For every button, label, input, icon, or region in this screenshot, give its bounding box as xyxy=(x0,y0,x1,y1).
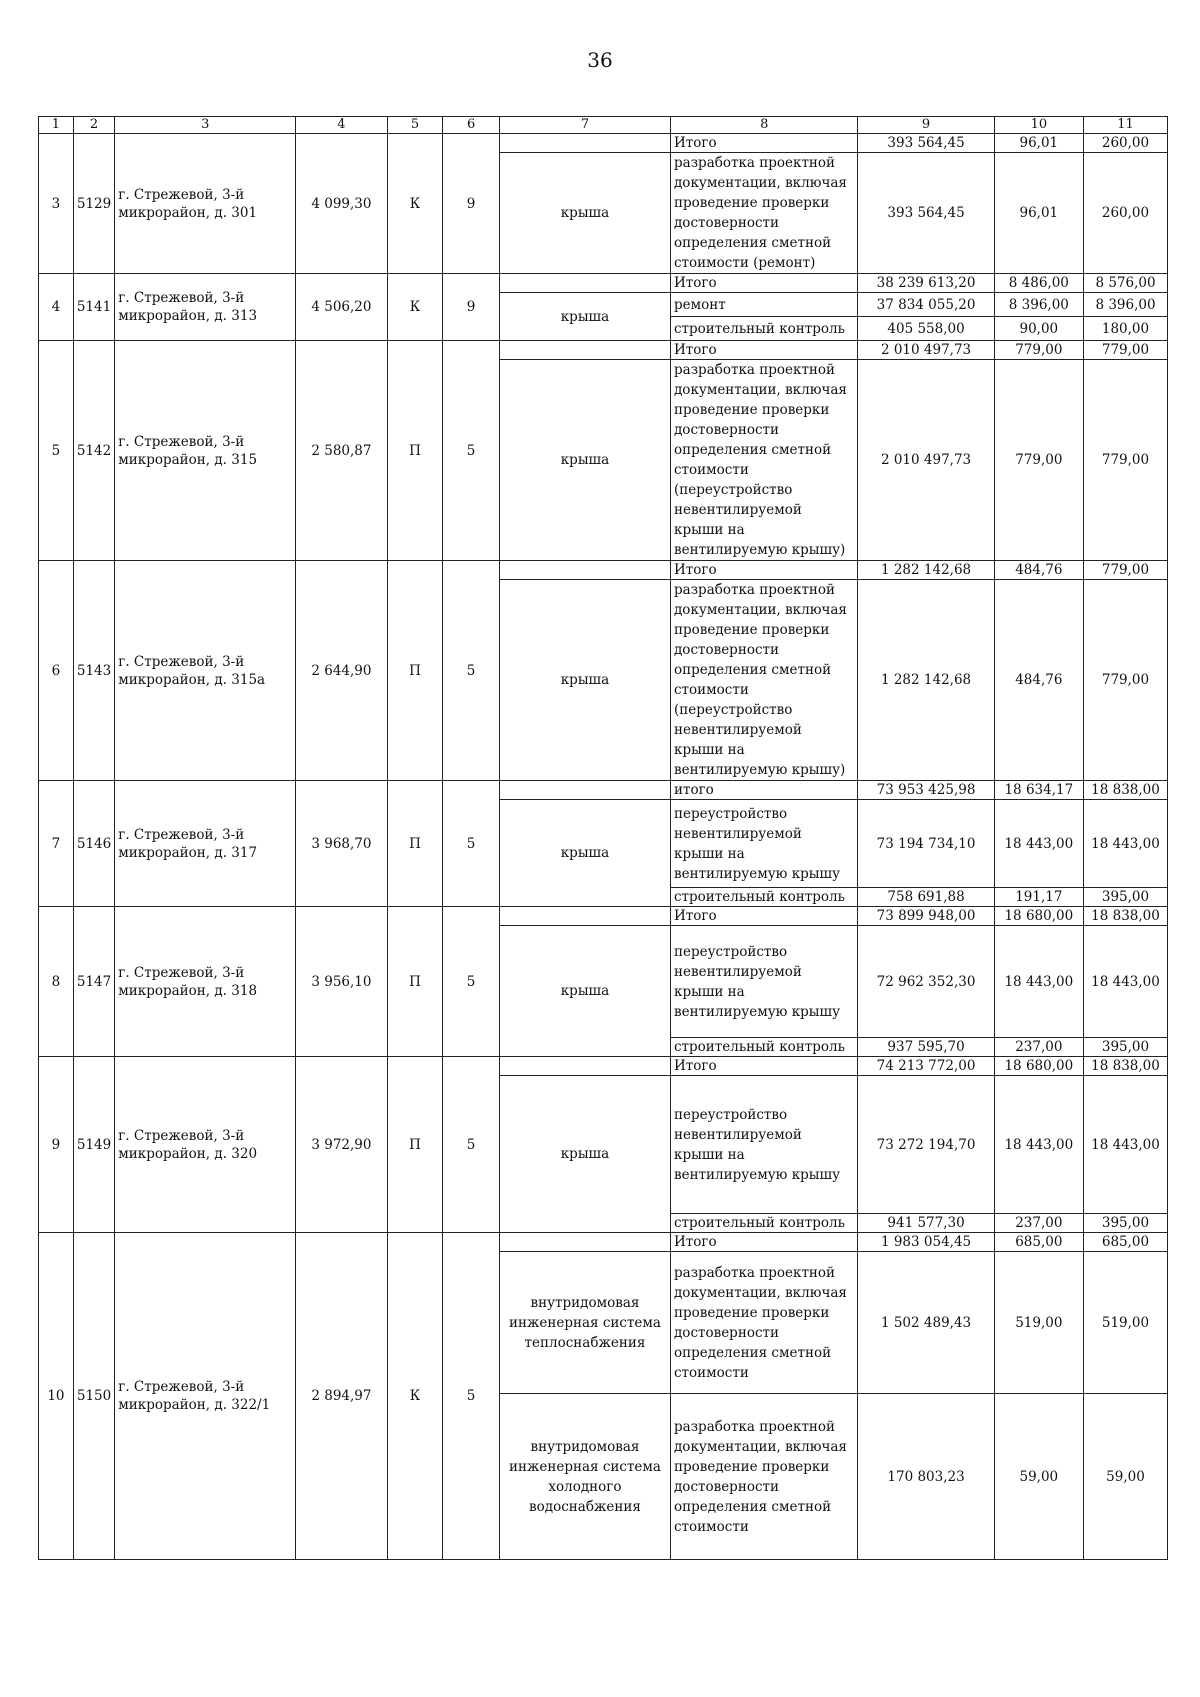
row-number: 7 xyxy=(39,781,74,907)
building-area: 3 956,10 xyxy=(296,907,388,1057)
system-cell-empty xyxy=(499,907,670,926)
total-unit-cost: 779,00 xyxy=(994,341,1083,360)
work-limit-cost: 260,00 xyxy=(1084,153,1168,274)
column-number: 10 xyxy=(994,117,1083,134)
work-description: ремонт xyxy=(671,293,858,317)
total-cost: 73 953 425,98 xyxy=(858,781,994,800)
building-address: г. Стрежевой, 3-й микрорайон, д. 313 xyxy=(115,274,296,341)
building-type: П xyxy=(387,1057,443,1233)
work-description: строительный контроль xyxy=(671,1214,858,1233)
column-number: 2 xyxy=(73,117,114,134)
building-code: 5146 xyxy=(73,781,114,907)
total-label: Итого xyxy=(671,561,858,580)
work-limit-cost: 180,00 xyxy=(1084,317,1168,341)
building-floors: 5 xyxy=(443,341,500,561)
building-floors: 9 xyxy=(443,274,500,341)
work-description: строительный контроль xyxy=(671,888,858,907)
system-name: крыша xyxy=(499,293,670,341)
total-unit-cost: 685,00 xyxy=(994,1233,1083,1252)
work-description: разработка проектной документации, включая проведение проверки достоверности определения сметной стоимости xyxy=(671,1394,858,1560)
total-unit-cost: 18 680,00 xyxy=(994,907,1083,926)
row-number: 9 xyxy=(39,1057,74,1233)
building-floors: 5 xyxy=(443,907,500,1057)
building-area: 2 894,97 xyxy=(296,1233,388,1560)
building-area: 3 972,90 xyxy=(296,1057,388,1233)
total-unit-cost: 484,76 xyxy=(994,561,1083,580)
total-unit-cost: 8 486,00 xyxy=(994,274,1083,293)
total-limit-cost: 18 838,00 xyxy=(1084,907,1168,926)
table-row xyxy=(39,907,1168,926)
work-limit-cost: 395,00 xyxy=(1084,888,1168,907)
work-cost: 72 962 352,30 xyxy=(858,926,994,1038)
building-code: 5143 xyxy=(73,561,114,781)
work-cost: 405 558,00 xyxy=(858,317,994,341)
total-limit-cost: 18 838,00 xyxy=(1084,1057,1168,1076)
work-unit-cost: 18 443,00 xyxy=(994,926,1083,1038)
capital-repair-table xyxy=(38,116,1168,1560)
building-area: 4 506,20 xyxy=(296,274,388,341)
row-number: 6 xyxy=(39,561,74,781)
work-limit-cost: 395,00 xyxy=(1084,1214,1168,1233)
system-cell-empty xyxy=(499,1233,670,1252)
total-label: итого xyxy=(671,781,858,800)
work-unit-cost: 191,17 xyxy=(994,888,1083,907)
row-number: 3 xyxy=(39,134,74,274)
row-number: 4 xyxy=(39,274,74,341)
total-cost: 74 213 772,00 xyxy=(858,1057,994,1076)
building-area: 4 099,30 xyxy=(296,134,388,274)
column-number: 9 xyxy=(858,117,994,134)
building-code: 5141 xyxy=(73,274,114,341)
building-type: К xyxy=(387,1233,443,1560)
building-type: П xyxy=(387,907,443,1057)
table-row xyxy=(39,341,1168,360)
work-description: строительный контроль xyxy=(671,1038,858,1057)
total-cost: 73 899 948,00 xyxy=(858,907,994,926)
work-unit-cost: 90,00 xyxy=(994,317,1083,341)
work-unit-cost: 484,76 xyxy=(994,580,1083,781)
work-limit-cost: 395,00 xyxy=(1084,1038,1168,1057)
work-limit-cost: 779,00 xyxy=(1084,580,1168,781)
system-name: крыша xyxy=(499,580,670,781)
work-cost: 393 564,45 xyxy=(858,153,994,274)
total-unit-cost: 18 634,17 xyxy=(994,781,1083,800)
total-cost: 38 239 613,20 xyxy=(858,274,994,293)
work-description: переустройство невентилируемой крыши на вентилируемую крышу xyxy=(671,800,858,888)
building-area: 3 968,70 xyxy=(296,781,388,907)
building-code: 5142 xyxy=(73,341,114,561)
work-description: разработка проектной документации, включая проведение проверки достоверности определения сметной стоимости xyxy=(671,1252,858,1394)
building-floors: 5 xyxy=(443,561,500,781)
total-limit-cost: 8 576,00 xyxy=(1084,274,1168,293)
column-number: 6 xyxy=(443,117,500,134)
work-cost: 1 282 142,68 xyxy=(858,580,994,781)
work-cost: 1 502 489,43 xyxy=(858,1252,994,1394)
work-description: переустройство невентилируемой крыши на вентилируемую крышу xyxy=(671,926,858,1038)
total-limit-cost: 779,00 xyxy=(1084,561,1168,580)
total-limit-cost: 685,00 xyxy=(1084,1233,1168,1252)
column-number: 7 xyxy=(499,117,670,134)
building-type: П xyxy=(387,341,443,561)
work-limit-cost: 18 443,00 xyxy=(1084,1076,1168,1214)
work-description: разработка проектной документации, включая проведение проверки достоверности определения сметной стоимости (переустройство невентилируемой крыши на вентилируемую крышу) xyxy=(671,360,858,561)
column-number: 5 xyxy=(387,117,443,134)
row-number: 5 xyxy=(39,341,74,561)
table-row xyxy=(39,274,1168,293)
work-cost: 73 272 194,70 xyxy=(858,1076,994,1214)
total-cost: 1 282 142,68 xyxy=(858,561,994,580)
work-cost: 73 194 734,10 xyxy=(858,800,994,888)
building-address: г. Стрежевой, 3-й микрорайон, д. 317 xyxy=(115,781,296,907)
column-number-row xyxy=(39,117,1168,134)
building-type: К xyxy=(387,134,443,274)
work-unit-cost: 59,00 xyxy=(994,1394,1083,1560)
column-number: 8 xyxy=(671,117,858,134)
building-type: К xyxy=(387,274,443,341)
column-number: 11 xyxy=(1084,117,1168,134)
system-cell-empty xyxy=(499,341,670,360)
total-label: Итого xyxy=(671,1233,858,1252)
building-code: 5147 xyxy=(73,907,114,1057)
work-limit-cost: 59,00 xyxy=(1084,1394,1168,1560)
building-floors: 5 xyxy=(443,1233,500,1560)
building-code: 5150 xyxy=(73,1233,114,1560)
page-number: 36 xyxy=(587,48,613,72)
total-label: Итого xyxy=(671,134,858,153)
system-name: крыша xyxy=(499,360,670,561)
system-name: крыша xyxy=(499,1076,670,1233)
row-number: 10 xyxy=(39,1233,74,1560)
work-description: разработка проектной документации, включая проведение проверки достоверности определения сметной стоимости (переустройство невентилируемой крыши на вентилируемую крышу) xyxy=(671,580,858,781)
system-name: крыша xyxy=(499,800,670,907)
total-limit-cost: 260,00 xyxy=(1084,134,1168,153)
work-limit-cost: 519,00 xyxy=(1084,1252,1168,1394)
table-row xyxy=(39,1057,1168,1076)
building-area: 2 580,87 xyxy=(296,341,388,561)
total-limit-cost: 779,00 xyxy=(1084,341,1168,360)
system-name: крыша xyxy=(499,153,670,274)
work-limit-cost: 18 443,00 xyxy=(1084,800,1168,888)
table-row xyxy=(39,134,1168,153)
work-unit-cost: 779,00 xyxy=(994,360,1083,561)
building-address: г. Стрежевой, 3-й микрорайон, д. 320 xyxy=(115,1057,296,1233)
work-unit-cost: 519,00 xyxy=(994,1252,1083,1394)
system-cell-empty xyxy=(499,1057,670,1076)
work-cost: 758 691,88 xyxy=(858,888,994,907)
building-floors: 5 xyxy=(443,781,500,907)
work-cost: 2 010 497,73 xyxy=(858,360,994,561)
total-cost: 1 983 054,45 xyxy=(858,1233,994,1252)
work-unit-cost: 237,00 xyxy=(994,1038,1083,1057)
total-unit-cost: 18 680,00 xyxy=(994,1057,1083,1076)
building-floors: 9 xyxy=(443,134,500,274)
work-unit-cost: 96,01 xyxy=(994,153,1083,274)
building-type: П xyxy=(387,781,443,907)
work-limit-cost: 779,00 xyxy=(1084,360,1168,561)
building-type: П xyxy=(387,561,443,781)
total-limit-cost: 18 838,00 xyxy=(1084,781,1168,800)
building-floors: 5 xyxy=(443,1057,500,1233)
system-name: крыша xyxy=(499,926,670,1057)
work-unit-cost: 18 443,00 xyxy=(994,1076,1083,1214)
system-cell-empty xyxy=(499,274,670,293)
total-cost: 2 010 497,73 xyxy=(858,341,994,360)
system-cell-empty xyxy=(499,781,670,800)
system-name: внутридомовая инженерная система холодного водоснабжения xyxy=(499,1394,670,1560)
building-address: г. Стрежевой, 3-й микрорайон, д. 301 xyxy=(115,134,296,274)
building-address: г. Стрежевой, 3-й микрорайон, д. 315 xyxy=(115,341,296,561)
building-code: 5129 xyxy=(73,134,114,274)
building-code: 5149 xyxy=(73,1057,114,1233)
total-label: Итого xyxy=(671,341,858,360)
work-description: разработка проектной документации, включая проведение проверки достоверности определения сметной стоимости (ремонт) xyxy=(671,153,858,274)
work-unit-cost: 8 396,00 xyxy=(994,293,1083,317)
system-cell-empty xyxy=(499,561,670,580)
work-cost: 941 577,30 xyxy=(858,1214,994,1233)
building-area: 2 644,90 xyxy=(296,561,388,781)
work-unit-cost: 18 443,00 xyxy=(994,800,1083,888)
table-row xyxy=(39,1233,1168,1252)
column-number: 1 xyxy=(39,117,74,134)
system-cell-empty xyxy=(499,134,670,153)
building-address: г. Стрежевой, 3-й микрорайон, д. 322/1 xyxy=(115,1233,296,1560)
work-limit-cost: 18 443,00 xyxy=(1084,926,1168,1038)
work-limit-cost: 8 396,00 xyxy=(1084,293,1168,317)
total-unit-cost: 96,01 xyxy=(994,134,1083,153)
building-address: г. Стрежевой, 3-й микрорайон, д. 315а xyxy=(115,561,296,781)
work-cost: 937 595,70 xyxy=(858,1038,994,1057)
work-cost: 37 834 055,20 xyxy=(858,293,994,317)
work-cost: 170 803,23 xyxy=(858,1394,994,1560)
total-label: Итого xyxy=(671,1057,858,1076)
total-label: Итого xyxy=(671,274,858,293)
table-row xyxy=(39,781,1168,800)
row-number: 8 xyxy=(39,907,74,1057)
total-label: Итого xyxy=(671,907,858,926)
work-description: строительный контроль xyxy=(671,317,858,341)
column-number: 4 xyxy=(296,117,388,134)
total-cost: 393 564,45 xyxy=(858,134,994,153)
work-description: переустройство невентилируемой крыши на вентилируемую крышу xyxy=(671,1076,858,1214)
column-number: 3 xyxy=(115,117,296,134)
building-address: г. Стрежевой, 3-й микрорайон, д. 318 xyxy=(115,907,296,1057)
system-name: внутридомовая инженерная система теплоснабжения xyxy=(499,1252,670,1394)
table-row xyxy=(39,561,1168,580)
work-unit-cost: 237,00 xyxy=(994,1214,1083,1233)
